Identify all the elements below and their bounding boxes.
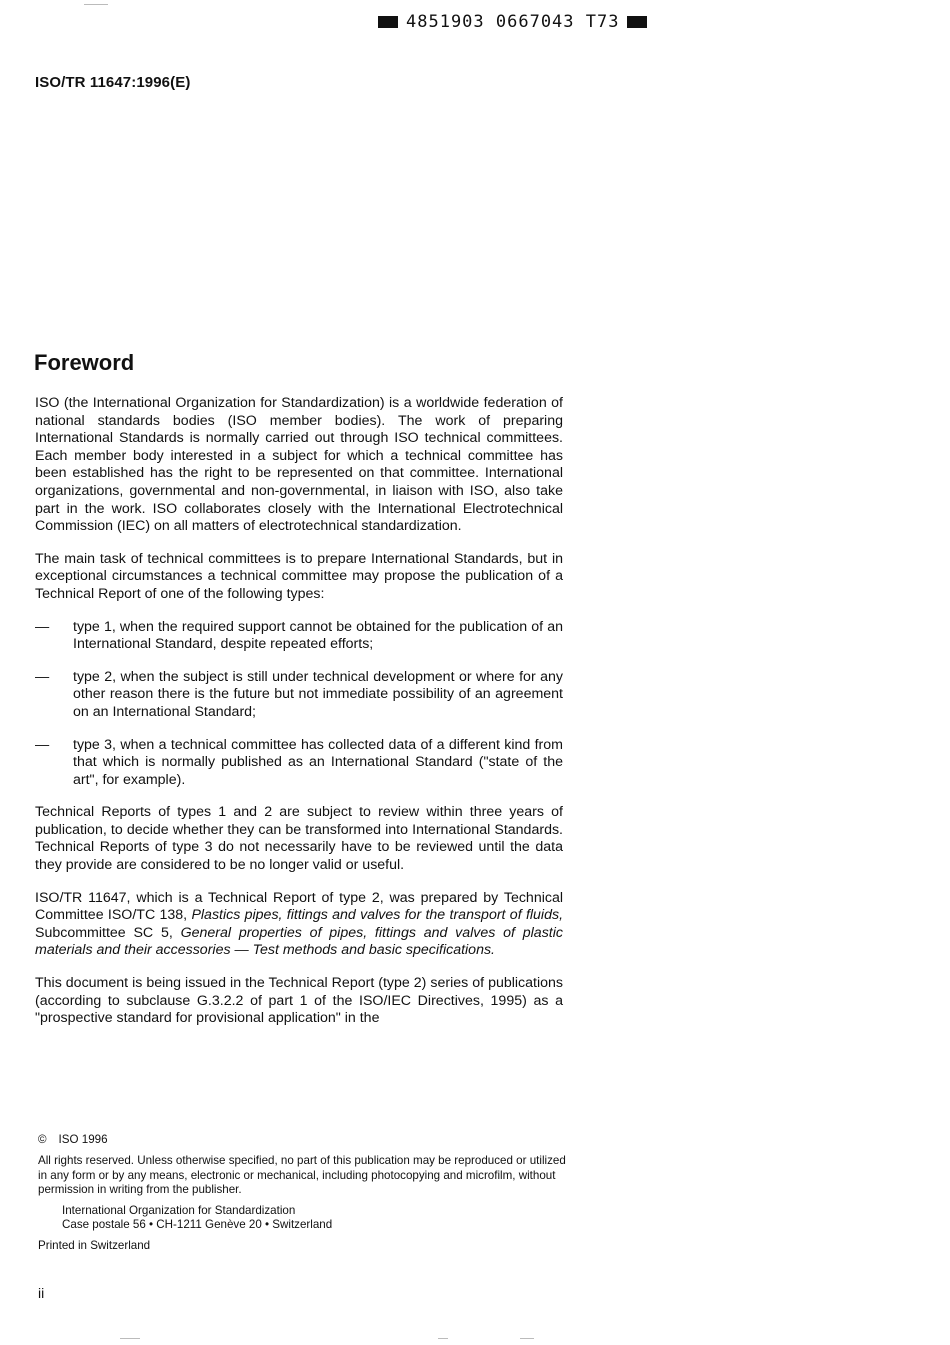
copyright-block <box>38 1133 568 1253</box>
publisher-name: International Organization for Standardization <box>62 1204 296 1218</box>
copyright-symbol: © <box>38 1133 47 1146</box>
dash-bullet: — <box>35 618 50 635</box>
rights-statement: All rights reserved. Unless otherwise specified, no part of this publication may be reproduced or utilized in any form or by any means, electronic or mechanical, including photocopying and microfilm, without permission in writing from the publisher. <box>38 1154 566 1196</box>
foreword-body <box>35 395 563 1043</box>
list-item-text: type 2, when the subject is still under technical development or where for any other reason there is the future but not immediate possibility of an agreement on an International Standard; <box>73 668 563 720</box>
barcode-text: 4851903 0667043 T73 <box>406 12 620 32</box>
copyright-notice: ISO 1996 <box>58 1133 108 1146</box>
paragraph-1: ISO (the International Organization for Standardization) is a worldwide federation of national standards bodies (ISO member bodies). The work of preparing International Standards is normally carried out through ISO technical committees. Each member body interested in a subject for which a technical committee has been established has the right to be represented on that committee. International organizations, governmental and non-governmental, in liaison with ISO, also take part in the work. ISO collaborates closely with the International Electrotechnical Commission (IEC) on all matters of electrotechnical standardization. <box>35 395 563 535</box>
scan-header-code <box>378 12 647 32</box>
scan-speck <box>84 4 108 5</box>
list-item-text: type 3, when a technical committee has collected data of a different kind from that which is normally published as an International Standard ("state of the art", for example). <box>73 736 563 788</box>
document-id: ISO/TR 11647:1996(E) <box>35 74 191 91</box>
scan-speck <box>120 1338 140 1339</box>
paragraph-2: The main task of technical committees is to prepare International Standards, but in exceptional circumstances a technical committee may propose the publication of a Technical Report of one of the following types: <box>35 550 563 602</box>
paragraph-5: This document is being issued in the Technical Report (type 2) series of publications (according to subclause G.3.2.2 of part 1 of the ISO/IEC Directives, 1995) as a "prospective standard for provisional application" in the <box>35 975 563 1027</box>
dash-bullet: — <box>35 668 50 685</box>
paragraph-4 <box>35 890 563 960</box>
black-bar-right <box>627 16 647 28</box>
committee-title: Plastics pipes, fittings and valves for the transport of fluids, <box>191 907 564 924</box>
paragraph-4-text-b: Subcommittee SC 5, <box>35 924 181 941</box>
paragraph-3: Technical Reports of types 1 and 2 are subject to review within three years of publication, to decide whether they can be transformed into International Standards. Technical Reports of type 3 do not necessarily have to be reviewed until the data they provide are considered to be no longer valid or useful. <box>35 804 563 874</box>
report-types-list <box>35 619 563 790</box>
scan-speck <box>520 1338 534 1339</box>
publisher-address <box>62 1204 568 1233</box>
section-title: Foreword <box>34 350 135 375</box>
scan-speck <box>438 1338 448 1339</box>
list-item <box>35 619 563 654</box>
list-item-text: type 1, when the required support cannot be obtained for the publication of an International Standard, despite repeated efforts; <box>73 618 563 653</box>
paragraph-4-text-a: ISO/TR 11647, which is a Technical Report of type 2, was prepared by Technical Committee ISO/TC 138, <box>35 889 563 924</box>
printed-in: Printed in Switzerland <box>38 1238 151 1252</box>
black-bar-left <box>378 16 398 28</box>
subcommittee-title: General properties of pipes, fittings and valves of plastic materials and their accessories — Test methods and basic specifications. <box>35 924 563 959</box>
publisher-postal: Case postale 56 • CH-1211 Genève 20 • Switzerland <box>62 1218 333 1232</box>
list-item <box>35 669 563 722</box>
page-number: ii <box>38 1285 45 1301</box>
dash-bullet: — <box>35 736 50 753</box>
list-item <box>35 737 563 790</box>
copyright-line <box>38 1133 568 1147</box>
